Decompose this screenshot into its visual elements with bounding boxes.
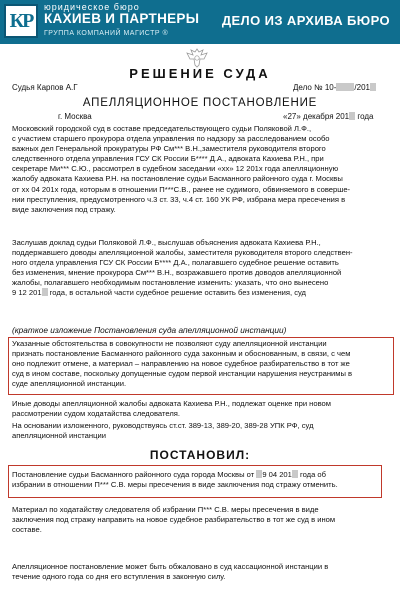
paragraph-intro [12, 124, 390, 215]
text-line: оно подлежит отмене, а материал – направлению на новое судебное разбирательство в тот же [12, 359, 350, 369]
paragraph-referral [12, 505, 390, 535]
text-line: рассмотрении судом ходатайства следователя. [12, 409, 180, 419]
firm-logo [4, 4, 38, 38]
text-line: суде апелляционной инстанции. [12, 379, 127, 389]
text-line: виде заключения под стражу. [12, 204, 116, 214]
firm-name: КАХИЕВ И ПАРТНЕРЫ [44, 11, 200, 26]
archive-label: ДЕЛО ИЗ АРХИВА БЮРО [221, 13, 390, 28]
summary-note: (краткое изложение Постановления суда апелляционной инстанции) [12, 325, 287, 335]
text-line: нии преступления, предусмотренного ч.3 ст. 33, ч.4 ст. 160 УК РФ, избрана мера пресечения в [12, 194, 346, 204]
judge-name: Судья Карпов А.Г [12, 83, 78, 92]
case-number [293, 83, 376, 92]
text-line: жалобу адвоката Кахиева Р.Н. на постановление судьи Басманного районного суда г. Москвы [12, 174, 343, 184]
text-line: составе. [12, 525, 42, 535]
text-fragment: 9 04 201 [262, 470, 292, 479]
text-line: Апелляционное постановление может быть обжаловано в суд кассационной инстанции в [12, 562, 329, 571]
text-line: Материал по ходатайству следователя об избрании П*** С.В. меры пресечения в виде [12, 505, 319, 514]
case-number-end: /201 [354, 83, 370, 92]
text-line: апелляционной инстанции [12, 431, 106, 441]
text-line [12, 470, 390, 480]
ruling-text [12, 470, 390, 490]
text-line: суд в ином составе, поскольку допущенные судом первой инстанции нарушения неустранимы в [12, 369, 353, 379]
text-fragment: года, в остальной части судебное решение оставить без изменения, суд [47, 288, 306, 298]
findings-text [12, 339, 390, 389]
text-line: Заслушав доклад судьи Поляковой Л.Ф., выслушав объяснения адвоката Кахиева Р.Н., [12, 238, 321, 247]
document-subtitle: АПЕЛЛЯЦИОННОЕ ПОСТАНОВЛЕНИЕ [82, 97, 318, 109]
text-line: без изменения, мнение прокурора См*** В.Н., возражавшего против доводов апелляционной [12, 268, 342, 278]
highlight-box-findings [8, 337, 394, 395]
text-line: с участием старшего прокурора отдела управления по надзору за расследованием особо [12, 134, 330, 144]
ruling-heading: ПОСТАНОВИЛ: [149, 448, 251, 462]
text-line: течение одного года со дня его вступления в законную силу. [12, 572, 226, 582]
case-number-text: Дело № 10- [293, 83, 337, 92]
date-text: «27» декабря 201 [283, 112, 350, 121]
text-line: Московский городской суд в составе председательствующего судьи Поляковой Л.Ф., [12, 124, 312, 133]
text-line: На основании изложенного, руководствуясь ст.ст. 389-13, 389-20, 389-28 УПК РФ, суд [12, 421, 314, 430]
text-line: признать постановление Басманного районного суда законным и обоснованным, в связи, с чем [12, 349, 351, 359]
text-line: секретаре Ми*** С.Ю., рассмотрел в судебном заседании «хх» 12 201х года апелляционную [12, 164, 339, 174]
firm-group: ГРУППА КОМПАНИЙ МАГИСТР ® [44, 30, 169, 37]
text-line: важных дел Генеральной прокуратуры РФ См*** В.Н.,заместителя руководителя второго [12, 144, 326, 154]
paragraph-hearing [12, 238, 390, 299]
text-line: Указанные обстоятельства в совокупности не позволяют суду апелляционной инстанции [12, 339, 327, 348]
text-line: жалобы, полагавшего необходимым постановление изменить: указать, что оно вынесено [12, 278, 329, 288]
text-line [12, 288, 390, 298]
text-line: избрании в отношении П*** С.В. меры пресечения в виде заключения под стражу отменить. [12, 480, 338, 490]
text-fragment: Постановление судьи Басманного районного суда города Москвы от [12, 470, 257, 479]
redaction-mark [370, 83, 376, 91]
paragraph-other-arguments [12, 399, 390, 419]
firm-subtitle: юридическое бюро [44, 2, 140, 12]
text-fragment: 9 12 201 [12, 288, 42, 298]
text-line: следственного отдела управления ГСУ СК России Б**** Д.А., адвоката Кахиева Р.Н., при [12, 154, 324, 164]
text-line: заключения под стражу направить на новое судебное разбирательство в тот же суд в ином [12, 515, 336, 525]
header-banner [0, 0, 400, 44]
city: г. Москва [58, 112, 92, 121]
paragraph-appeal-notice [12, 562, 390, 582]
text-fragment: года об [297, 470, 326, 479]
logo-text: КР [9, 9, 33, 32]
text-line: поддержавшего доводы апелляционной жалобы, заместителя руководителя второго следствен- [12, 248, 353, 258]
text-line: ного отдела управления ГСУ СК России Б**** Д.А., полагавшего судебное решение оставить [12, 258, 339, 268]
highlight-box-ruling [8, 465, 382, 498]
document-title: РЕШЕНИЕ СУДА [129, 66, 271, 81]
paragraph-grounds [12, 421, 390, 441]
text-line: Иные доводы апелляционной жалобы адвоката Кахиева Р.Н., подлежат оценке при новом [12, 399, 331, 408]
date-end: года [355, 112, 374, 121]
text-line: от хх 04 201х года, которым в отношении П***С.В., ранее не судимого, обвиняемого в соверше- [12, 184, 351, 194]
document-date [283, 112, 373, 121]
